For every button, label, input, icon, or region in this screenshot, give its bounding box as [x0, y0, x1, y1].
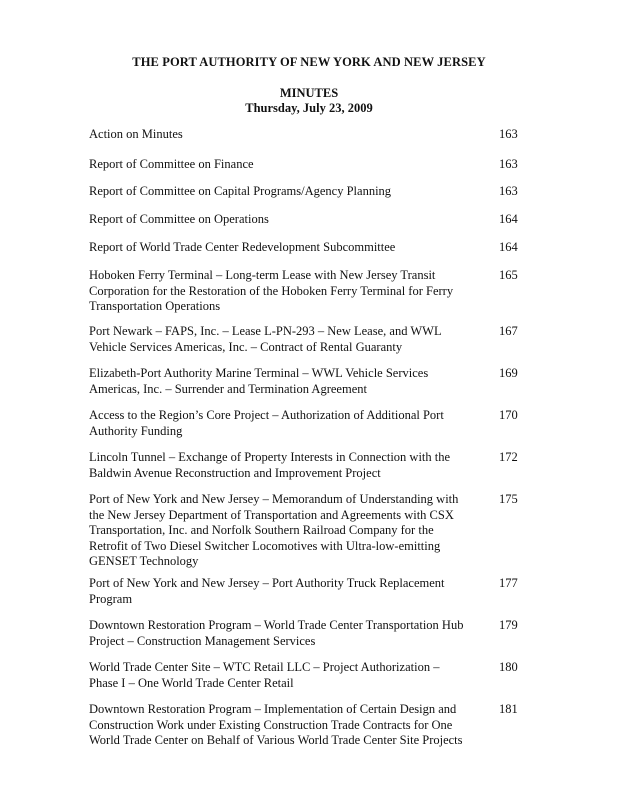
- toc-entry-title: Port Newark – FAPS, Inc. – Lease L-PN-293 – New Lease, and WWL Vehicle Services Americas, Inc. – Contract of Rental Guaranty: [89, 324, 442, 354]
- toc-entry: [89, 618, 529, 649]
- toc-entry-title: Downtown Restoration Program – World Trade Center Transportation Hub Project – Construction Management Services: [89, 618, 464, 648]
- toc-entry-page: 179: [499, 618, 518, 632]
- toc-entry-page: 170: [499, 408, 518, 422]
- toc-entry-title: Report of Committee on Capital Programs/Agency Planning: [89, 184, 392, 198]
- toc-entry: [89, 212, 529, 228]
- toc-entry: [89, 660, 529, 691]
- toc-entry: [89, 408, 529, 439]
- toc-entry-title: Downtown Restoration Program – Implementation of Certain Design and Construction Work under Existing Construction Trade Contracts for One World Trade Center on Behalf of Various World Trade Center Site Projects: [89, 702, 463, 747]
- document-title: MINUTES: [279, 86, 339, 100]
- toc-entry-page: 180: [499, 660, 518, 674]
- toc-entry-title: Port of New York and New Jersey – Port Authority Truck Replacement Program: [89, 576, 445, 606]
- toc-entry-page: 164: [499, 240, 518, 254]
- toc-entry-title: Report of World Trade Center Redevelopment Subcommittee: [89, 240, 396, 254]
- toc-entry: [89, 268, 529, 315]
- toc-entry: [89, 492, 529, 570]
- toc-entry-page: 175: [499, 492, 518, 506]
- toc-entry-page: 163: [499, 127, 518, 141]
- toc-entry-title: Hoboken Ferry Terminal – Long-term Lease with New Jersey Transit Corporation for the Restoration of the Hoboken Ferry Terminal for Ferry Transportation Operations: [89, 268, 454, 313]
- toc-entry-page: 177: [499, 576, 518, 590]
- toc-entry-title: Report of Committee on Finance: [89, 157, 254, 171]
- toc-entry: [89, 366, 529, 397]
- toc-entry-title: Elizabeth-Port Authority Marine Terminal – WWL Vehicle Services Americas, Inc. – Surrender and Termination Agreement: [89, 366, 429, 396]
- organization-title: THE PORT AUTHORITY OF NEW YORK AND NEW JERSEY: [132, 55, 486, 69]
- toc-entry: [89, 184, 529, 200]
- toc-entry-page: 181: [499, 702, 518, 716]
- meeting-date: Thursday, July 23, 2009: [245, 101, 373, 115]
- toc-entry-page: 163: [499, 157, 518, 171]
- toc-entry-page: 172: [499, 450, 518, 464]
- toc-entry-title: Lincoln Tunnel – Exchange of Property Interests in Connection with the Baldwin Avenue Reconstruction and Improvement Project: [89, 450, 451, 480]
- toc-entry-page: 169: [499, 366, 518, 380]
- toc-entry: [89, 576, 529, 607]
- toc-entry-title: Access to the Region’s Core Project – Authorization of Additional Port Authority Funding: [89, 408, 444, 438]
- toc-entry-page: 164: [499, 212, 518, 226]
- toc-entry: [89, 240, 529, 256]
- toc-entry: [89, 127, 529, 143]
- toc-entry: [89, 702, 529, 749]
- toc-entry-title: Action on Minutes: [89, 127, 183, 141]
- toc-entry-page: 165: [499, 268, 518, 282]
- toc-entry-title: Port of New York and New Jersey – Memorandum of Understanding with the New Jersey Department of Transportation and Agreements with CSX Transportation, Inc. and Norfolk Southern Railroad Company for the Retrofit of Two Diesel Switcher Locomotives with Ultra-low-emitting GENSET Technology: [89, 492, 459, 568]
- toc-entry-title: World Trade Center Site – WTC Retail LLC – Project Authorization – Phase I – One World Trade Center Retail: [89, 660, 440, 690]
- toc-entry: [89, 450, 529, 481]
- toc-entry-page: 163: [499, 184, 518, 198]
- toc-entry-page: 167: [499, 324, 518, 338]
- toc-entry: [89, 324, 529, 355]
- toc-entry: [89, 157, 529, 173]
- toc-entry-title: Report of Committee on Operations: [89, 212, 269, 226]
